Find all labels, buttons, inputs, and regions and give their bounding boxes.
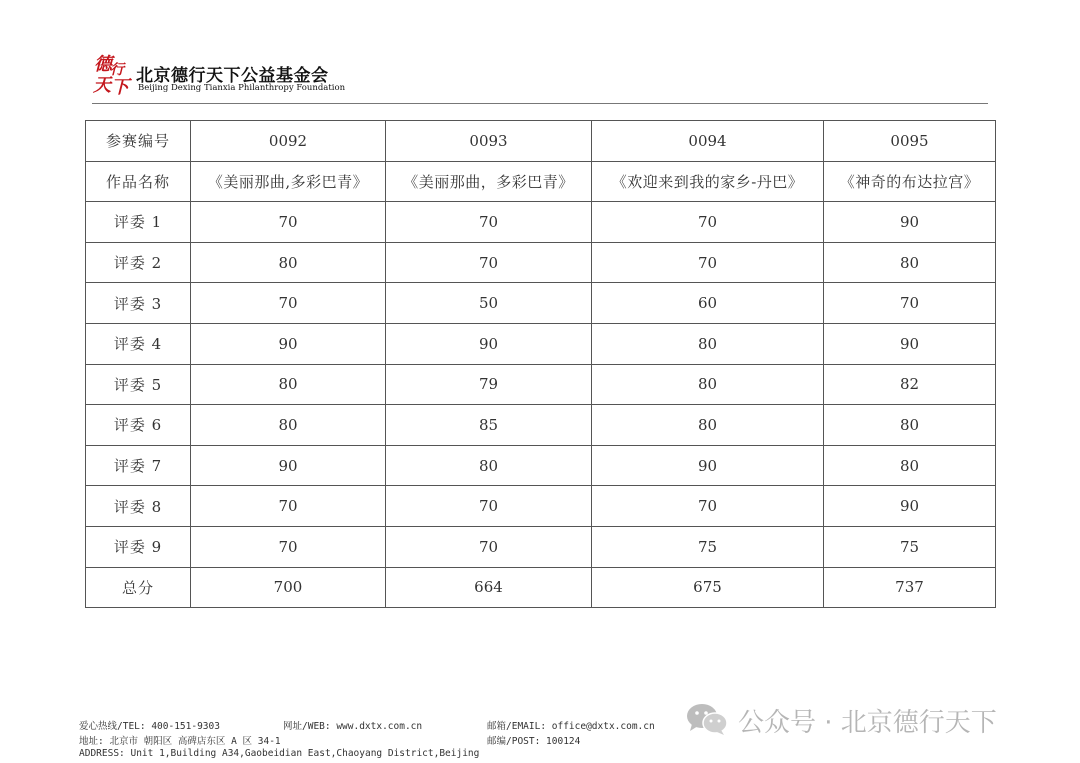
table-cell: 70 bbox=[386, 486, 592, 527]
table-cell: 80 bbox=[592, 323, 824, 364]
table-cell: 90 bbox=[191, 323, 386, 364]
table-cell: 675 bbox=[592, 567, 824, 608]
table-cell: 75 bbox=[592, 526, 824, 567]
table-cell: 70 bbox=[386, 526, 592, 567]
score-table-body bbox=[86, 121, 996, 608]
table-cell: 《欢迎来到我的家乡-丹巴》 bbox=[592, 161, 824, 202]
table-cell: 80 bbox=[386, 445, 592, 486]
table-row bbox=[86, 526, 996, 567]
table-row bbox=[86, 202, 996, 243]
table-cell: 80 bbox=[191, 405, 386, 446]
table-cell: 0094 bbox=[592, 121, 824, 162]
table-cell: 79 bbox=[386, 364, 592, 405]
table-row bbox=[86, 242, 996, 283]
table-cell: 90 bbox=[824, 323, 996, 364]
table-cell: 70 bbox=[191, 202, 386, 243]
table-row bbox=[86, 283, 996, 324]
table-cell: 737 bbox=[824, 567, 996, 608]
table-cell: 70 bbox=[386, 202, 592, 243]
row-label-cell: 评委 4 bbox=[86, 323, 191, 364]
org-name-en: Beijing Dexing Tianxia Philanthropy Foundation bbox=[138, 83, 346, 93]
row-label-cell: 评委 7 bbox=[86, 445, 191, 486]
table-row bbox=[86, 323, 996, 364]
table-cell: 70 bbox=[191, 526, 386, 567]
row-label-cell: 评委 6 bbox=[86, 405, 191, 446]
row-label-cell: 评委 1 bbox=[86, 202, 191, 243]
table-cell: 0095 bbox=[824, 121, 996, 162]
footer-hotline: 爱心热线/TEL: 400-151-9303 bbox=[79, 721, 220, 732]
footer-address-cn: 地址: 北京市 朝阳区 高碑店东区 A 区 34-1 bbox=[79, 736, 281, 747]
table-cell: 60 bbox=[592, 283, 824, 324]
table-cell: 700 bbox=[191, 567, 386, 608]
table-cell: 50 bbox=[386, 283, 592, 324]
table-cell: 80 bbox=[824, 445, 996, 486]
table-cell: 90 bbox=[824, 486, 996, 527]
row-label-cell: 参赛编号 bbox=[86, 121, 191, 162]
table-row bbox=[86, 445, 996, 486]
row-label-cell: 评委 2 bbox=[86, 242, 191, 283]
table-cell: 80 bbox=[191, 364, 386, 405]
table-cell: 0093 bbox=[386, 121, 592, 162]
table-cell: 《神奇的布达拉宫》 bbox=[824, 161, 996, 202]
footer-email[interactable]: 邮箱/EMAIL: office@dxtx.com.cn bbox=[487, 721, 655, 732]
table-cell: 90 bbox=[191, 445, 386, 486]
foundation-logo: 德 行 天 下 bbox=[93, 54, 129, 98]
row-label-cell: 评委 3 bbox=[86, 283, 191, 324]
table-cell: 《美丽那曲，多彩巴青》 bbox=[386, 161, 592, 202]
table-cell: 80 bbox=[592, 364, 824, 405]
row-label-cell: 评委 8 bbox=[86, 486, 191, 527]
table-cell: 70 bbox=[592, 202, 824, 243]
table-cell: 80 bbox=[824, 405, 996, 446]
table-cell: 90 bbox=[592, 445, 824, 486]
header-divider bbox=[92, 103, 988, 104]
table-cell: 664 bbox=[386, 567, 592, 608]
table-row bbox=[86, 364, 996, 405]
table-row bbox=[86, 405, 996, 446]
wechat-icon bbox=[686, 702, 728, 736]
table-cell: 80 bbox=[824, 242, 996, 283]
score-table bbox=[85, 120, 996, 608]
table-cell: 80 bbox=[191, 242, 386, 283]
table-cell: 85 bbox=[386, 405, 592, 446]
table-cell: 70 bbox=[592, 486, 824, 527]
watermark-text: 公众号 · 北京德行天下 bbox=[738, 708, 997, 738]
table-cell: 70 bbox=[592, 242, 824, 283]
table-cell: 《美丽那曲,多彩巴青》 bbox=[191, 161, 386, 202]
footer-address-en: ADDRESS: Unit 1,Building A34,Gaobeidian East,Chaoyang District,Beijing bbox=[79, 748, 480, 759]
table-cell: 90 bbox=[386, 323, 592, 364]
row-label-cell: 评委 5 bbox=[86, 364, 191, 405]
table-cell: 90 bbox=[824, 202, 996, 243]
row-label-cell: 作品名称 bbox=[86, 161, 191, 202]
table-row bbox=[86, 567, 996, 608]
table-row bbox=[86, 161, 996, 202]
table-cell: 70 bbox=[191, 283, 386, 324]
table-cell: 80 bbox=[592, 405, 824, 446]
row-label-cell: 总分 bbox=[86, 567, 191, 608]
table-cell: 75 bbox=[824, 526, 996, 567]
table-cell: 70 bbox=[824, 283, 996, 324]
table-cell: 70 bbox=[191, 486, 386, 527]
footer-post: 邮编/POST: 100124 bbox=[487, 736, 581, 747]
footer-web[interactable]: 网址/WEB: www.dxtx.com.cn bbox=[283, 721, 423, 732]
table-cell: 70 bbox=[386, 242, 592, 283]
table-row bbox=[86, 486, 996, 527]
table-cell: 82 bbox=[824, 364, 996, 405]
row-label-cell: 评委 9 bbox=[86, 526, 191, 567]
table-row bbox=[86, 121, 996, 162]
table-cell: 0092 bbox=[191, 121, 386, 162]
org-name-cn: 北京德行天下公益基金会 bbox=[136, 66, 329, 86]
